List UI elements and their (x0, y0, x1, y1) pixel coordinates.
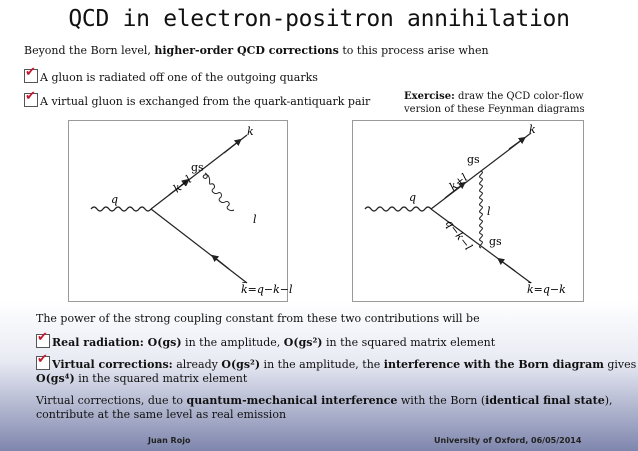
bullet-text: A gluon is radiated off one of the outgoing quarks (40, 71, 318, 84)
quark-arrow-k (509, 139, 523, 149)
final-paragraph (36, 394, 613, 422)
label-q: q (111, 193, 119, 206)
real-radiation-label: Real radiation: O(gs) (52, 336, 182, 349)
label-q: q (409, 191, 417, 204)
bullet-text: A virtual gluon is exchanged from the quark-antiquark pair (40, 95, 371, 108)
label-gs-top: gs (467, 153, 480, 166)
intro-prefix: Beyond the Born level, (24, 44, 155, 57)
virtual-corrections-label: Virtual corrections: (52, 358, 173, 371)
exercise-line1: draw the QCD color-flow (454, 91, 584, 102)
exercise-label: Exercise: (404, 91, 455, 102)
label-k: k (529, 123, 536, 136)
virtual-end: gives (603, 358, 637, 371)
power-line: The power of the strong coupling constant from these two contributions will be (36, 312, 480, 325)
checkmark-icon (24, 69, 38, 83)
label-k-plus-l: k+l (446, 171, 471, 194)
label-l: l (253, 213, 257, 226)
checkmark-icon (36, 334, 50, 348)
virtual-line2-end: in the squared matrix element (74, 372, 248, 385)
checkmark-icon (36, 356, 50, 370)
photon-line (365, 207, 431, 211)
label-l: l (487, 205, 491, 218)
real-radiation-end: in the squared matrix element (322, 336, 496, 349)
gluon-exchange-line (480, 171, 483, 248)
antiquark-arrow (500, 260, 515, 271)
checkmark-icon (24, 93, 38, 107)
virtual-line2-order: O(gs⁴) (36, 372, 75, 385)
final-line2: contribute at the same level as real emission (36, 408, 287, 421)
antiquark-line (151, 209, 247, 283)
real-emission-svg (69, 121, 293, 301)
exercise-line2: version of these Feynman diagrams (404, 104, 585, 115)
label-kbar: k̄=q−k (527, 283, 566, 296)
intro-suffix: to this process arise when (338, 44, 489, 57)
label-k-plus-l: k+l (170, 173, 195, 196)
label-kbar: k̄=q−k−l (241, 283, 293, 296)
label-gs: gs (191, 161, 204, 174)
real-radiation-item (36, 334, 495, 350)
virtual-interference: interference with the Born diagram (383, 358, 604, 371)
antiquark-arrow (214, 257, 229, 269)
label-q-minus-k-minus-l: q−k−l (442, 216, 475, 253)
final-qm: quantum-mechanical interference (186, 394, 398, 407)
feynman-diagram-virtual (352, 120, 584, 302)
final-part1: Virtual corrections, due to (36, 394, 187, 407)
real-radiation-mid: in the amplitude, (181, 336, 284, 349)
exercise-note (404, 90, 585, 116)
bullet-gluon-radiated (24, 69, 318, 85)
virtual-correction-svg (353, 121, 583, 301)
slide-title: QCD in electron-positron annihilation (68, 6, 570, 32)
final-part3: ), (604, 394, 613, 407)
label-k: k (247, 125, 254, 138)
virtual-corrections-item (36, 356, 637, 386)
feynman-diagram-real (68, 120, 293, 302)
virtual-mid2: in the amplitude, the (260, 358, 384, 371)
footer-affiliation: University of Oxford, 06/05/2014 (434, 436, 582, 445)
intro-bold: higher-order QCD corrections (154, 44, 339, 57)
real-radiation-order: O(gs²) (283, 336, 323, 349)
quark-arrow-k (224, 141, 239, 153)
bullet-virtual-gluon (24, 93, 370, 109)
final-ifs: identical final state (485, 394, 605, 407)
gluon-line (203, 173, 234, 211)
photon-line (91, 207, 151, 211)
final-part2: with the Born ( (397, 394, 486, 407)
intro-line (24, 44, 489, 58)
virtual-mid1: already (172, 358, 222, 371)
footer-author: Juan Rojo (148, 436, 191, 445)
label-gs-bottom: gs (489, 235, 502, 248)
virtual-order: O(gs²) (221, 358, 261, 371)
